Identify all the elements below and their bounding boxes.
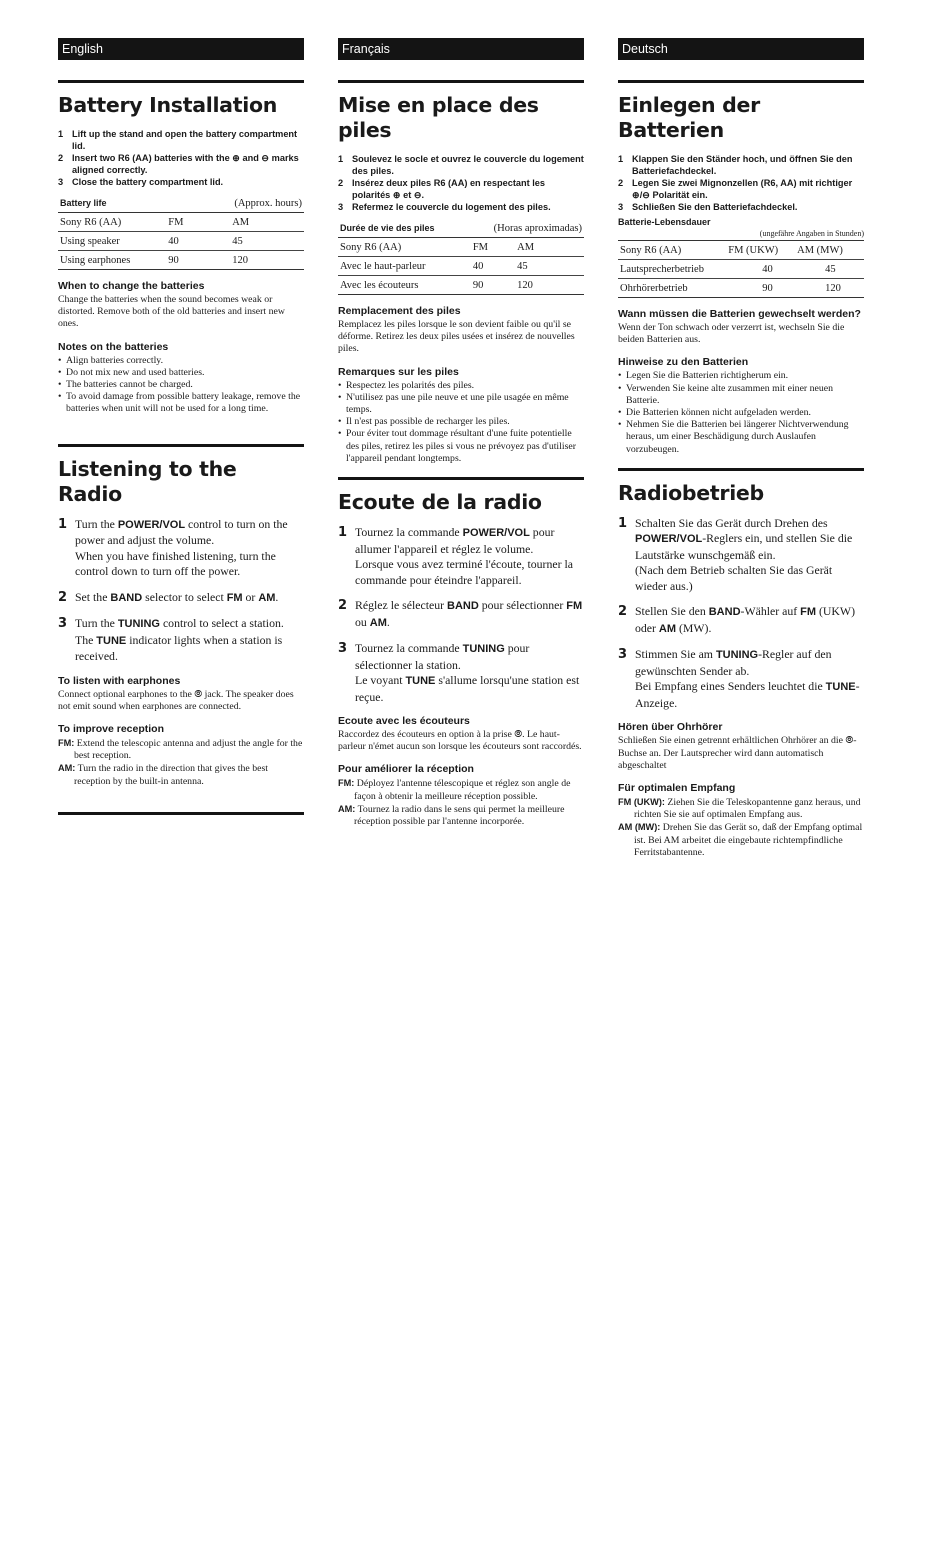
table-cell: Lautsprecherbetrieb bbox=[618, 260, 726, 279]
table-cell: 120 bbox=[795, 279, 864, 298]
change-batteries-text: Change the batteries when the sound becomes weak or distorted. Remove both of the old batteries and insert new ones. bbox=[58, 294, 285, 330]
step-number: 1 bbox=[618, 154, 624, 164]
column-german bbox=[618, 38, 864, 859]
notes-list bbox=[618, 370, 864, 455]
step-number: 2 bbox=[618, 604, 628, 620]
step-item bbox=[618, 177, 864, 201]
change-batteries-heading: Wann müssen die Batterien gewechselt werden? bbox=[618, 308, 861, 320]
step-text: Legen Sie zwei Mignonzellen (R6, AA) mit richtiger ⊕/⊖ Polarität ein. bbox=[632, 178, 853, 200]
step-text: ou bbox=[355, 614, 370, 629]
step-text: Stimmen Sie am bbox=[635, 647, 716, 662]
reception-heading: Pour améliorer la réception bbox=[338, 763, 474, 776]
step-number: 2 bbox=[618, 178, 624, 188]
step-text: Refermez le couvercle du logement des piles. bbox=[352, 202, 551, 212]
step-item bbox=[58, 616, 304, 665]
language-header: Deutsch bbox=[618, 38, 864, 60]
list-item: • N'utilisez pas une pile neuve et une pile usagée en même temps. bbox=[338, 392, 584, 416]
radio-steps bbox=[618, 516, 864, 712]
table-unit-note: (ungefähre Angaben in Stunden) bbox=[759, 229, 864, 238]
section-divider bbox=[58, 444, 304, 447]
table-cell: Avec le haut-parleur bbox=[338, 257, 471, 276]
tip-text: Turn the radio in the direction that gives the best reception by the built-in antenna. bbox=[74, 763, 269, 787]
step-item bbox=[338, 598, 584, 631]
table-header-cell: AM bbox=[515, 238, 584, 257]
control-name: TUNING bbox=[715, 649, 759, 662]
table-header-cell: Sony R6 (AA) bbox=[338, 238, 471, 257]
reception-heading: Für optimalen Empfang bbox=[618, 781, 736, 794]
list-item: • Legen Sie die Batterien richtigherum ein. bbox=[618, 370, 864, 382]
radio-title: Ecoute de la radio bbox=[338, 490, 542, 515]
band-key: FM: bbox=[338, 778, 355, 789]
table-header-cell: FM bbox=[166, 213, 230, 232]
table-cell: 40 bbox=[471, 257, 515, 276]
list-item: • Do not mix new and used batteries. bbox=[58, 367, 304, 379]
step-item bbox=[338, 641, 584, 705]
control-name: TUNE bbox=[405, 675, 436, 688]
language-header: English bbox=[58, 38, 304, 60]
step-text: selector to select bbox=[142, 589, 227, 604]
control-name: FM bbox=[566, 600, 583, 613]
step-number: 3 bbox=[58, 616, 68, 632]
list-item: • Pour éviter tout dommage résultant d'une fuite potentielle des piles, retirez les piles si vous ne prévoyez pas d'utiliser l'appareil pendant longtemps. bbox=[338, 428, 584, 465]
table-header-cell: FM bbox=[471, 238, 515, 257]
list-item: • Nehmen Sie die Batterien bei längerer Nichtverwendung heraus, um einer Beschädigung durch Auslaufen vorzubeugen. bbox=[618, 419, 864, 456]
table-cell: 90 bbox=[166, 251, 230, 270]
step-number: 2 bbox=[58, 153, 64, 163]
control-name: TUNE bbox=[825, 681, 856, 694]
step-text: Lorsque vous avez terminé l'écoute, tourner la commande pour éteindre l'appareil. bbox=[355, 557, 573, 587]
table-header-cell: AM (MW) bbox=[795, 241, 864, 260]
fm-tip bbox=[58, 737, 304, 762]
step-text: pour sélectionner bbox=[478, 598, 567, 613]
list-item: • The batteries cannot be charged. bbox=[58, 379, 304, 391]
step-text: (UKW) oder bbox=[635, 604, 855, 635]
table-header-cell: FM (UKW) bbox=[726, 241, 795, 260]
battery-steps bbox=[338, 153, 584, 213]
control-name: AM bbox=[258, 591, 276, 604]
step-item bbox=[58, 152, 304, 176]
fm-tip bbox=[338, 777, 584, 802]
table-label: Durée de vie des piles bbox=[340, 223, 435, 233]
band-key: AM (MW): bbox=[618, 822, 661, 833]
battery-life-table bbox=[58, 194, 304, 270]
table-header-cell: AM bbox=[230, 213, 304, 232]
step-text: Bei Empfang eines Senders leuchtet die bbox=[635, 679, 826, 694]
step-text: Stellen Sie den bbox=[635, 604, 709, 619]
step-item bbox=[58, 590, 304, 607]
step-text: Turn the bbox=[75, 616, 118, 631]
band-key: FM (UKW): bbox=[618, 796, 665, 807]
table-row bbox=[58, 251, 304, 270]
step-number: 3 bbox=[58, 177, 64, 187]
step-text: -Wähler auf bbox=[740, 604, 801, 619]
notes-heading: Remarques sur les piles bbox=[338, 365, 459, 378]
step-item bbox=[338, 177, 584, 201]
step-text: Tournez la commande bbox=[355, 525, 463, 540]
band-key: AM: bbox=[58, 763, 76, 774]
list-item: • Verwenden Sie keine alte zusammen mit einer neuen Batterie. bbox=[618, 383, 864, 407]
table-unit-note: (Horas aproximadas) bbox=[493, 222, 582, 234]
change-batteries-text: Remplacez les piles lorsque le son devient faible ou qu'il se déforme. Retirez les deux piles usées et insérez de nouvelles piles. bbox=[338, 319, 575, 355]
list-item: • To avoid damage from possible battery leakage, remove the batteries when unit will not be used for a long time. bbox=[58, 391, 304, 415]
table-cell: 45 bbox=[515, 257, 584, 276]
section-divider bbox=[618, 468, 864, 471]
table-label: Battery life bbox=[60, 198, 107, 208]
step-item bbox=[618, 153, 864, 177]
radio-title: Radiobetrieb bbox=[618, 480, 764, 505]
change-batteries-text: Wenn der Ton schwach oder verzerrt ist, wechseln Sie die beiden Batterien aus. bbox=[618, 322, 845, 346]
tip-text: Déployez l'antenne télescopique et réglez son angle de façon à obtenir la meilleure réception possible. bbox=[354, 778, 571, 802]
am-tip bbox=[618, 821, 864, 859]
tip-text: Tournez la radio dans le sens qui permet la meilleure réception possible par l'antenne incorporée. bbox=[354, 803, 565, 828]
step-text: Turn the bbox=[75, 516, 118, 531]
earphones-heading: Ecoute avec les écouteurs bbox=[338, 715, 470, 728]
am-tip bbox=[58, 762, 304, 787]
table-unit-note: (Approx. hours) bbox=[234, 197, 302, 209]
control-name: POWER/VOL bbox=[635, 533, 703, 546]
language-header: Français bbox=[338, 38, 584, 60]
step-number: 3 bbox=[618, 202, 624, 212]
earphones-text: Raccordez des écouteurs en option à la prise ⦾. Le haut-parleur n'émet aucun son lorsque les écouteurs sont raccordés. bbox=[338, 729, 582, 753]
step-text: (MW). bbox=[676, 620, 712, 635]
step-item bbox=[338, 525, 584, 588]
column-english bbox=[58, 38, 304, 815]
radio-steps bbox=[338, 525, 584, 705]
step-number: 2 bbox=[338, 598, 348, 614]
step-number: 1 bbox=[618, 515, 628, 531]
reception-heading: To improve reception bbox=[58, 723, 164, 736]
table-cell: 120 bbox=[230, 251, 304, 270]
section-divider bbox=[338, 477, 584, 480]
list-item: • Align batteries correctly. bbox=[58, 355, 304, 367]
table-header-cell: Sony R6 (AA) bbox=[58, 213, 166, 232]
earphones-text: Schließen Sie einen getrennt erhältlichen Ohrhörer an die ⦾-Buchse an. Der Lautsprecher wird dann automatisch abgeschaltet bbox=[618, 735, 857, 771]
table-row bbox=[618, 260, 864, 279]
step-text: pour allumer l'appareil et réglez le volume. bbox=[355, 525, 555, 556]
earphones-text: Connect optional earphones to the ⦾ jack. The speaker does not emit sound when earphones are connected. bbox=[58, 688, 294, 712]
column-french bbox=[338, 38, 584, 828]
step-text: Set the bbox=[75, 589, 111, 604]
step-text: control to select a station. bbox=[160, 616, 284, 631]
step-text: The bbox=[75, 632, 97, 647]
list-item: • Il n'est pas possible de recharger les piles. bbox=[338, 416, 584, 428]
table-row bbox=[618, 279, 864, 298]
step-text: Schließen Sie den Batteriefachdeckel. bbox=[632, 202, 798, 212]
tip-text: Drehen Sie das Gerät so, daß der Empfang optimal ist. Bei AM arbeitet die eingebaute richtempfindliche Ferritstabantenne. bbox=[634, 822, 863, 858]
step-item bbox=[58, 517, 304, 580]
radio-steps bbox=[58, 517, 304, 665]
control-name: POWER/VOL bbox=[462, 527, 530, 540]
step-text: -Anzeige. bbox=[635, 679, 860, 710]
battery-installation-title: Battery Installation bbox=[58, 93, 278, 117]
section-divider bbox=[58, 812, 304, 815]
control-name: FM bbox=[800, 606, 817, 619]
table-cell: Ohrhörerbetrieb bbox=[618, 279, 726, 298]
control-name: TUNING bbox=[462, 643, 505, 656]
table-cell: 45 bbox=[795, 260, 864, 279]
step-item bbox=[618, 647, 864, 711]
control-name: BAND bbox=[110, 591, 143, 604]
notes-list bbox=[338, 380, 584, 465]
control-name: TUNE bbox=[96, 634, 127, 647]
step-item bbox=[338, 153, 584, 177]
step-item bbox=[618, 201, 864, 213]
step-text: -Regler auf den gewünschten Sender ab. bbox=[635, 647, 832, 678]
earphones-heading: Hören über Ohrhörer bbox=[618, 721, 723, 734]
step-text: Insert two R6 (AA) batteries with the ⊕ and ⊖ marks aligned correctly. bbox=[72, 153, 299, 175]
step-text: Soulevez le socle et ouvrez le couvercle du logement des piles. bbox=[352, 154, 584, 176]
fm-tip bbox=[618, 796, 864, 821]
list-item: • Respectez les polarités des piles. bbox=[338, 380, 584, 392]
step-text: Le voyant bbox=[355, 673, 406, 688]
table-label: Batterie-Lebensdauer bbox=[618, 217, 711, 227]
list-item: • Die Batterien können nicht aufgeladen werden. bbox=[618, 407, 864, 419]
step-number: 2 bbox=[58, 589, 68, 605]
step-text: . bbox=[275, 589, 279, 604]
table-row bbox=[338, 276, 584, 295]
notes-heading: Notes on the batteries bbox=[58, 340, 169, 353]
section-divider bbox=[618, 80, 864, 83]
control-name: TUNING bbox=[117, 618, 160, 631]
table-header-cell: Sony R6 (AA) bbox=[618, 241, 726, 260]
change-batteries-heading: When to change the batteries bbox=[58, 280, 205, 292]
table-cell: 40 bbox=[166, 232, 230, 251]
control-name: FM bbox=[226, 591, 243, 604]
control-name: BAND bbox=[447, 600, 479, 613]
battery-installation-title: Einlegen der Batterien bbox=[618, 93, 760, 142]
step-text: control to turn on the power and adjust the volume. bbox=[75, 516, 288, 548]
step-item bbox=[618, 604, 864, 637]
battery-steps bbox=[58, 128, 304, 188]
step-text: Tournez la commande bbox=[355, 641, 463, 656]
step-text: s'allume lorsqu'une station est reçue. bbox=[355, 673, 580, 704]
table-cell: 90 bbox=[471, 276, 515, 295]
control-name: AM bbox=[658, 622, 677, 635]
section-divider bbox=[338, 80, 584, 83]
step-item bbox=[338, 201, 584, 213]
step-text: Close the battery compartment lid. bbox=[72, 177, 224, 187]
radio-title: Listening to the Radio bbox=[58, 456, 237, 506]
step-number: 3 bbox=[618, 647, 628, 663]
step-item bbox=[618, 516, 864, 595]
change-batteries-heading: Remplacement des piles bbox=[338, 305, 461, 317]
am-tip bbox=[338, 803, 584, 828]
step-number: 1 bbox=[338, 525, 348, 541]
control-name: POWER/VOL bbox=[117, 518, 186, 531]
step-number: 3 bbox=[338, 641, 348, 657]
table-cell: Using speaker bbox=[58, 232, 166, 251]
table-cell: 90 bbox=[726, 279, 795, 298]
battery-installation-title: Mise en place des piles bbox=[338, 93, 539, 142]
table-cell: 45 bbox=[230, 232, 304, 251]
table-cell: Avec les écouteurs bbox=[338, 276, 471, 295]
section-divider bbox=[58, 80, 304, 83]
step-text: -Reglers ein, und stellen Sie die Lautstärke wunschgemäß ein. bbox=[635, 531, 853, 562]
step-text: Réglez le sélecteur bbox=[355, 598, 448, 613]
table-row bbox=[338, 257, 584, 276]
step-number: 1 bbox=[338, 154, 344, 164]
table-cell: 40 bbox=[726, 260, 795, 279]
step-number: 3 bbox=[338, 202, 344, 212]
step-number: 2 bbox=[338, 178, 344, 188]
step-text: (Nach dem Betrieb schalten Sie das Gerät wieder aus.) bbox=[635, 563, 833, 593]
notes-heading: Hinweise zu den Batterien bbox=[618, 356, 749, 369]
battery-life-table bbox=[338, 219, 584, 295]
step-number: 1 bbox=[58, 516, 68, 532]
battery-steps bbox=[618, 153, 864, 213]
step-text: Klappen Sie den Ständer hoch, und öffnen Sie den Batteriefachdeckel. bbox=[632, 154, 853, 176]
band-key: AM: bbox=[338, 803, 356, 814]
table-cell: 120 bbox=[515, 276, 584, 295]
step-number: 1 bbox=[58, 129, 64, 139]
step-text: indicator lights when a station is received. bbox=[75, 632, 283, 664]
notes-list bbox=[58, 355, 304, 416]
control-name: AM bbox=[369, 616, 387, 629]
tip-text: Extend the telescopic antenna and adjust the angle for the best reception. bbox=[74, 738, 303, 762]
step-text: . bbox=[386, 614, 390, 629]
step-text: Insérez deux piles R6 (AA) en respectant les polarités ⊕ et ⊖. bbox=[352, 178, 546, 200]
step-text: Schalten Sie das Gerät durch Drehen des bbox=[635, 515, 828, 530]
control-name: BAND bbox=[708, 606, 741, 619]
table-cell: Using earphones bbox=[58, 251, 166, 270]
table-row bbox=[58, 232, 304, 251]
tip-text: Ziehen Sie die Teleskopantenne ganz heraus, und richten Sie sie auf optimalen Empfang aus. bbox=[634, 796, 861, 821]
battery-life-table bbox=[618, 240, 864, 298]
step-text: Lift up the stand and open the battery compartment lid. bbox=[72, 129, 298, 151]
step-item bbox=[58, 176, 304, 188]
step-item bbox=[58, 128, 304, 152]
step-text: When you have finished listening, turn the control down to turn off the power. bbox=[75, 548, 276, 579]
earphones-heading: To listen with earphones bbox=[58, 674, 181, 687]
step-text: or bbox=[242, 589, 259, 604]
step-text: pour sélectionner la station. bbox=[355, 641, 530, 672]
band-key: FM: bbox=[58, 738, 75, 749]
